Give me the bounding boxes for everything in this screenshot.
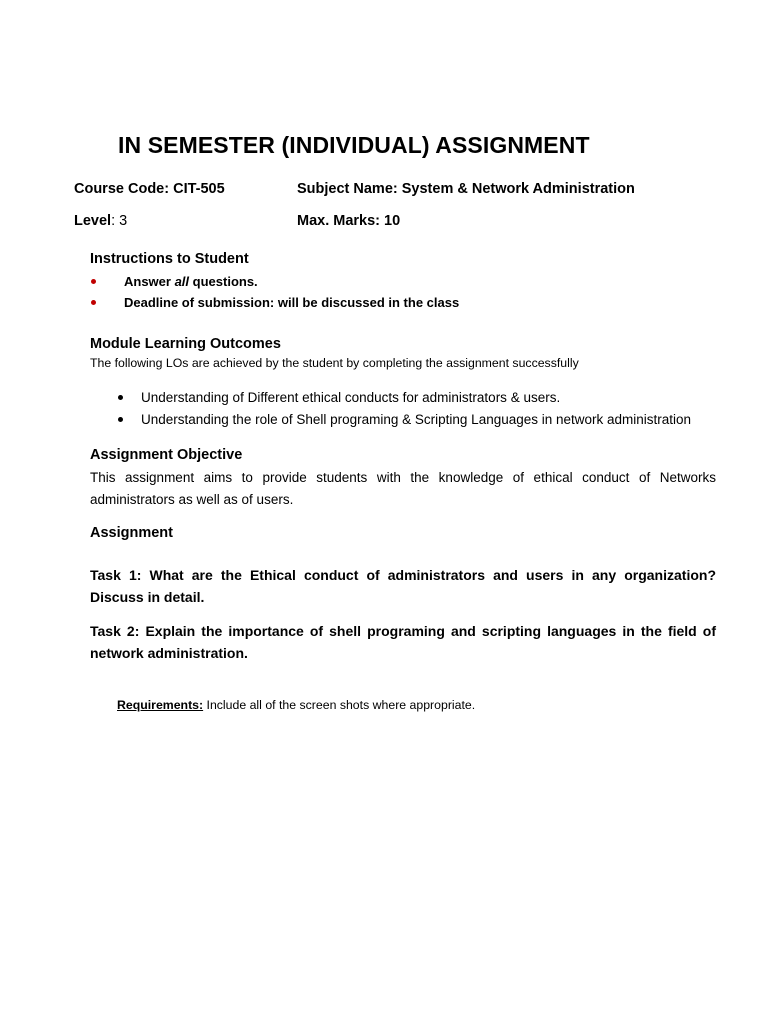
requirements <box>117 698 475 712</box>
bullet-icon <box>91 300 96 305</box>
outcome-text: Understanding the role of Shell programing & Scripting Languages in network administration <box>141 412 692 427</box>
instruction-text: Deadline of submission: will be discussed in the class <box>124 295 460 310</box>
outcomes-heading: Module Learning Outcomes <box>90 336 281 352</box>
bullet-icon <box>118 417 123 422</box>
level-label: Level <box>74 213 112 229</box>
assignment-heading: Assignment <box>90 525 173 541</box>
assignment-title: IN SEMESTER (INDIVIDUAL) ASSIGNMENT <box>118 132 590 158</box>
requirements-text: Include all of the screen shots where appropriate. <box>203 698 476 712</box>
instruction-text: Answer all questions. <box>124 274 258 289</box>
course-code: Course Code: CIT-505 <box>74 181 225 197</box>
bullet-icon <box>118 395 123 400</box>
instruction-item <box>90 274 258 289</box>
bullet-icon <box>91 279 96 284</box>
objective-text: This assignment aims to provide students with the knowledge of ethical conduct of Networks administrators as well as of users. <box>90 470 716 507</box>
outcome-item <box>118 412 691 427</box>
level-value: : 3 <box>111 213 128 229</box>
max-marks: Max. Marks: 10 <box>297 213 401 229</box>
requirements-label: Requirements: <box>117 698 204 712</box>
outcome-text: Understanding of Different ethical conducts for administrators & users. <box>141 390 561 405</box>
objective-heading: Assignment Objective <box>90 447 243 463</box>
outcomes-intro: The following LOs are achieved by the student by completing the assignment successfully <box>90 356 579 370</box>
instructions-heading: Instructions to Student <box>90 251 249 267</box>
subject-name: Subject Name: System & Network Administration <box>297 181 635 197</box>
task-1: Task 1: What are the Ethical conduct of administrators and users in any organization? Discuss in detail. <box>90 567 716 605</box>
task-2: Task 2: Explain the importance of shell programing and scripting languages in the field of network administration. <box>90 623 716 661</box>
level <box>74 213 127 229</box>
outcome-item <box>118 390 560 405</box>
instruction-item <box>90 295 459 310</box>
